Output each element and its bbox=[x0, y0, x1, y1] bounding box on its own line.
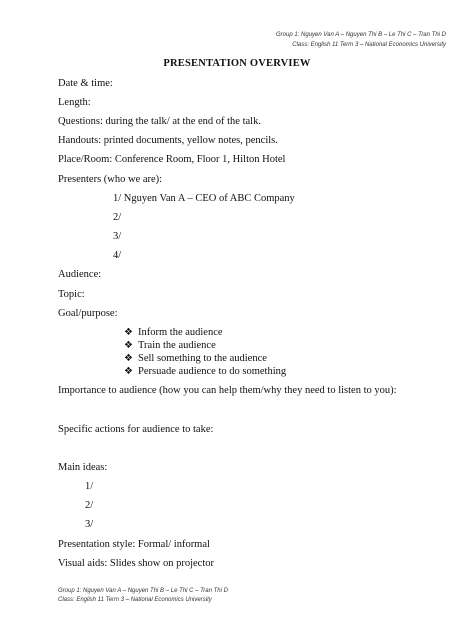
date-time-field: Date & time: bbox=[58, 78, 113, 89]
header-class-line: Class: English 11 Term 3 – National Economics University bbox=[292, 42, 446, 48]
visual-aids-field: Visual aids: Slides show on projector bbox=[58, 558, 214, 569]
page-header bbox=[276, 30, 446, 50]
topic-field: Topic: bbox=[58, 289, 85, 300]
header-group-line: Group 1: Nguyen Van A – Nguyen Thi B – Le Thi C – Tran Thi D bbox=[276, 32, 446, 38]
goal-item bbox=[124, 365, 286, 378]
audience-field: Audience: bbox=[58, 269, 102, 280]
footer-group-line: Group 1: Nguyen Van A – Nguyen Thi B – Le Thi C – Tran Thi D bbox=[58, 588, 228, 594]
handouts-field: Handouts: printed documents, yellow notes, pencils. bbox=[58, 135, 278, 146]
goal-item bbox=[124, 339, 216, 352]
goal-item-label: Inform the audience bbox=[138, 327, 223, 338]
main-idea-item: 3/ bbox=[85, 519, 94, 530]
bullet-diamond-icon: ❖ bbox=[124, 340, 133, 351]
presenter-item: 4/ bbox=[113, 250, 122, 261]
goal-item-label: Sell something to the audience bbox=[138, 353, 267, 364]
bullet-diamond-icon: ❖ bbox=[124, 327, 133, 338]
questions-field: Questions: during the talk/ at the end of the talk. bbox=[58, 116, 261, 127]
goal-item bbox=[124, 326, 223, 339]
page-footer bbox=[58, 587, 228, 605]
goal-item bbox=[124, 352, 267, 365]
main-idea-item: 1/ bbox=[85, 481, 94, 492]
bullet-diamond-icon: ❖ bbox=[124, 353, 133, 364]
importance-field: Importance to audience (how you can help them/why they need to listen to you): bbox=[58, 385, 397, 396]
goal-item-label: Train the audience bbox=[138, 340, 216, 351]
actions-field: Specific actions for audience to take: bbox=[58, 424, 214, 435]
length-field: Length: bbox=[58, 97, 91, 108]
main-ideas-field: Main ideas: bbox=[58, 462, 108, 473]
document-title: PRESENTATION OVERVIEW bbox=[163, 58, 311, 69]
bullet-diamond-icon: ❖ bbox=[124, 366, 133, 377]
presenter-item: 1/ Nguyen Van A – CEO of ABC Company bbox=[113, 193, 295, 204]
main-idea-item: 2/ bbox=[85, 500, 94, 511]
presenter-item: 2/ bbox=[113, 212, 122, 223]
footer-class-line: Class: English 11 Term 3 – National Economics University bbox=[58, 597, 212, 603]
goal-item-label: Persuade audience to do something bbox=[138, 366, 287, 377]
goal-field: Goal/purpose: bbox=[58, 308, 118, 319]
style-field: Presentation style: Formal/ informal bbox=[58, 539, 210, 550]
presenters-field: Presenters (who we are): bbox=[58, 174, 163, 185]
presenter-item: 3/ bbox=[113, 231, 122, 242]
place-field: Place/Room: Conference Room, Floor 1, Hilton Hotel bbox=[58, 154, 286, 165]
